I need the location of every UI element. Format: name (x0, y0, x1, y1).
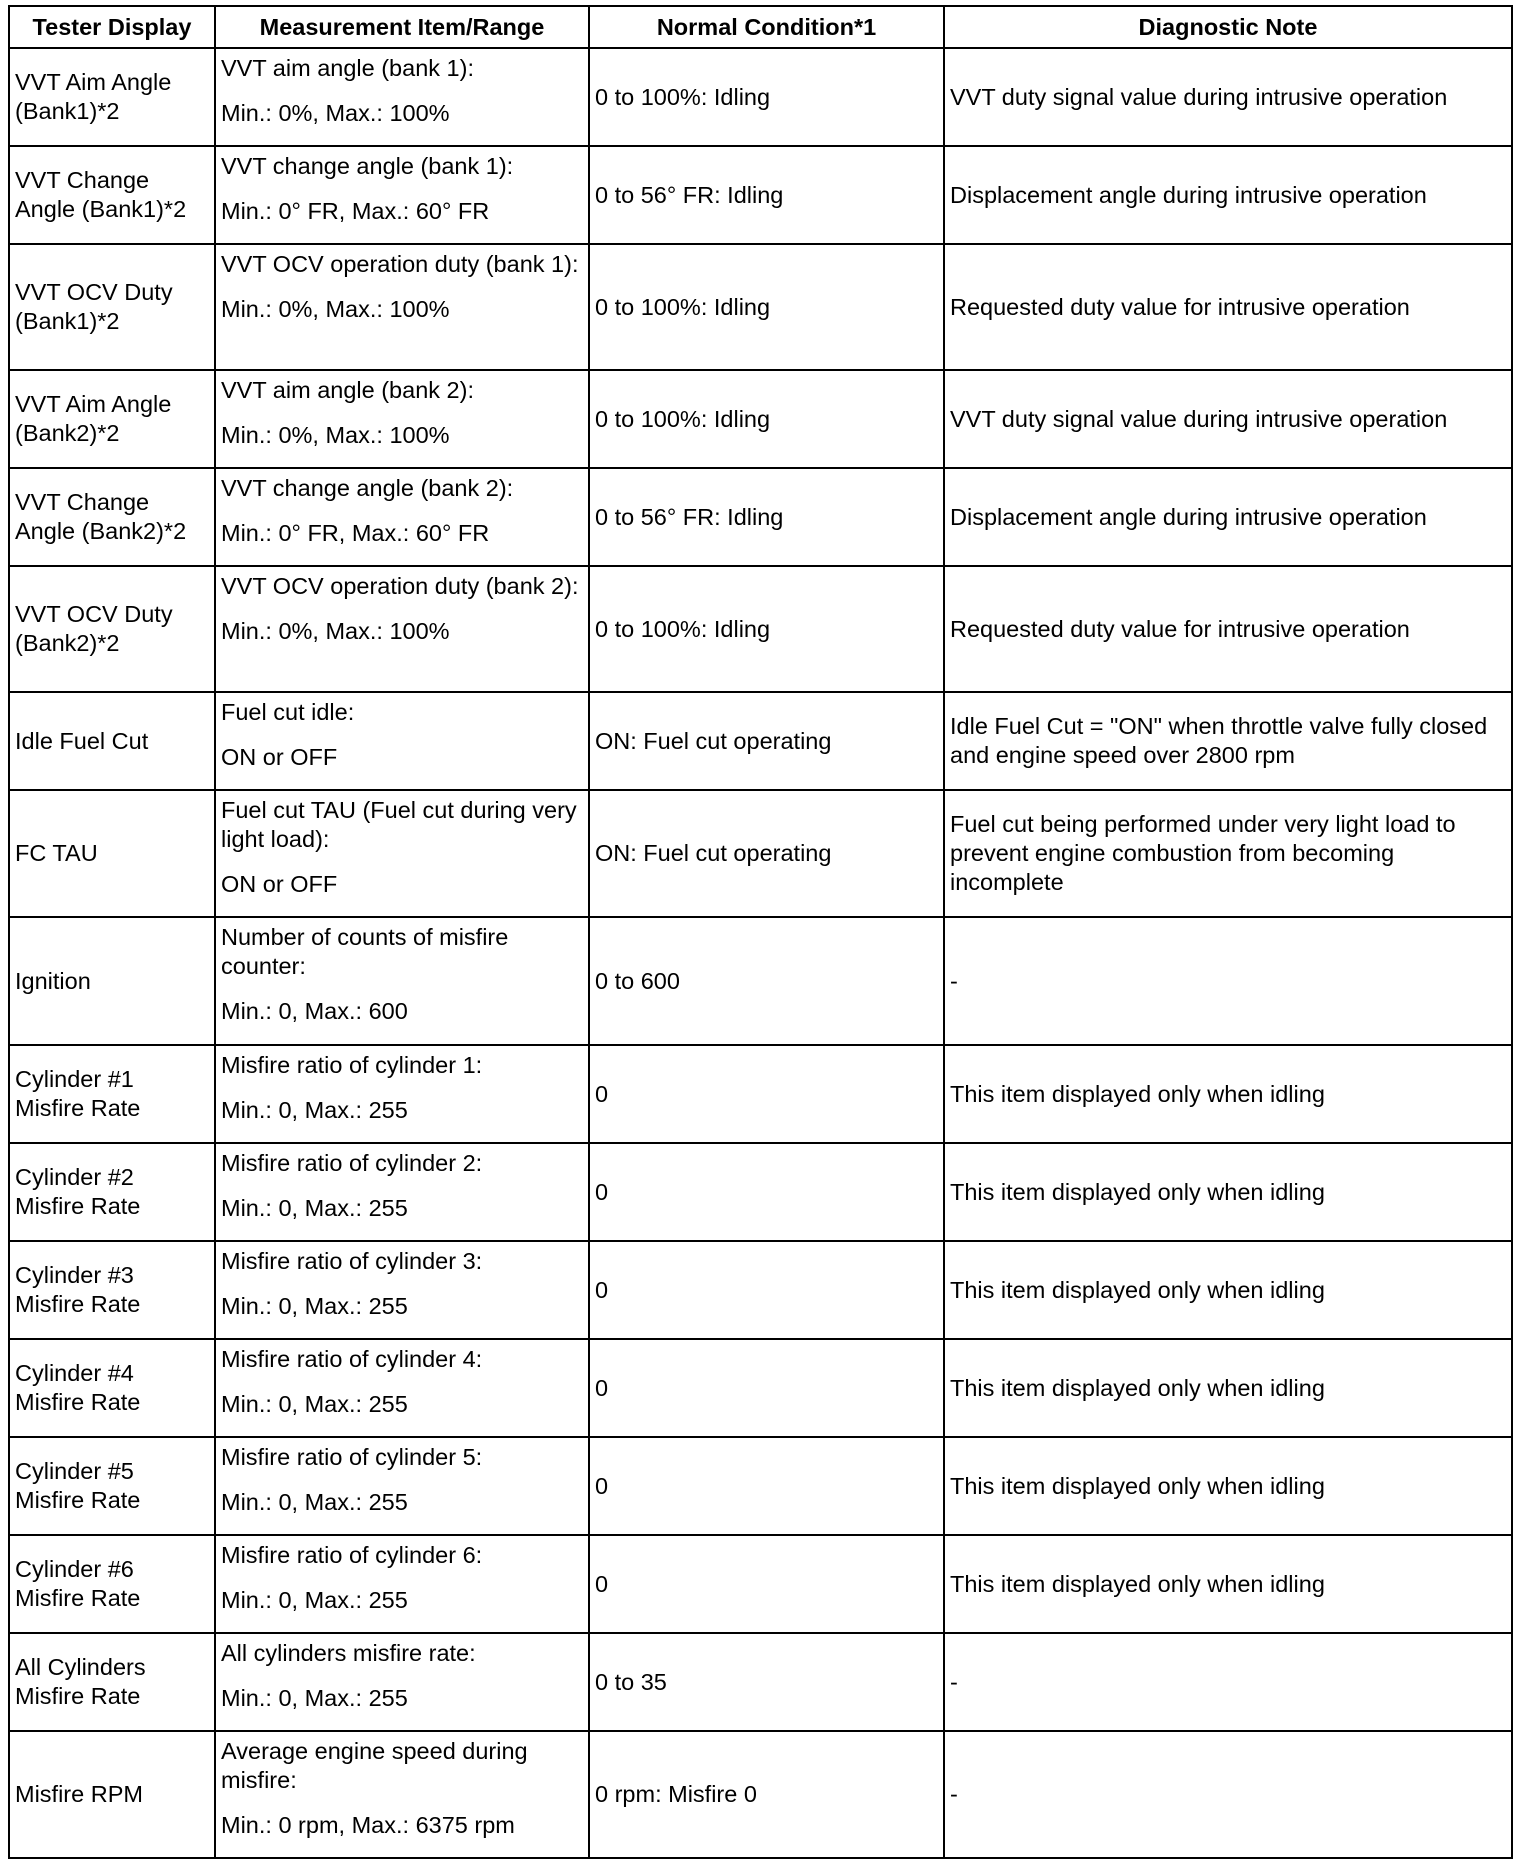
range-limits: Min.: 0%, Max.: 100% (221, 100, 450, 126)
header-tester-display: Tester Display (9, 6, 215, 48)
table-row (9, 468, 1512, 566)
cell-normal-condition: 0 (589, 1339, 944, 1437)
cell-diagnostic-note: VVT duty signal value during intrusive operation (944, 370, 1512, 468)
cell-tester-display: Cylinder #2 Misfire Rate (9, 1143, 215, 1241)
range-description: Misfire ratio of cylinder 1: (221, 1052, 483, 1078)
cell-measurement-range (215, 566, 589, 692)
cell-measurement-range (215, 790, 589, 917)
cell-diagnostic-note: Fuel cut being performed under very light load to prevent engine combustion from becoming incomplete (944, 790, 1512, 917)
range-limits: Min.: 0, Max.: 255 (221, 1391, 408, 1417)
cell-tester-display: VVT Aim Angle (Bank2)*2 (9, 370, 215, 468)
cell-diagnostic-note: - (944, 917, 1512, 1045)
cell-tester-display: Misfire RPM (9, 1731, 215, 1858)
cell-measurement-range (215, 244, 589, 370)
cell-diagnostic-note: This item displayed only when idling (944, 1045, 1512, 1143)
cell-diagnostic-note: Displacement angle during intrusive operation (944, 146, 1512, 244)
cell-tester-display: Cylinder #1 Misfire Rate (9, 1045, 215, 1143)
cell-normal-condition: 0 to 100%: Idling (589, 370, 944, 468)
table-row (9, 1143, 1512, 1241)
range-limits: Min.: 0%, Max.: 100% (221, 422, 450, 448)
cell-diagnostic-note: This item displayed only when idling (944, 1241, 1512, 1339)
cell-measurement-range (215, 1731, 589, 1858)
cell-measurement-range (215, 146, 589, 244)
range-limits: Min.: 0%, Max.: 100% (221, 296, 450, 322)
cell-measurement-range (215, 917, 589, 1045)
range-limits: Min.: 0° FR, Max.: 60° FR (221, 198, 490, 224)
range-description: Number of counts of misfire counter: (221, 924, 509, 979)
table-row (9, 566, 1512, 692)
cell-diagnostic-note: Idle Fuel Cut = "ON" when throttle valve fully closed and engine speed over 2800 rpm (944, 692, 1512, 790)
table-header-row (9, 6, 1512, 48)
cell-tester-display: VVT Aim Angle (Bank1)*2 (9, 48, 215, 146)
range-limits: Min.: 0, Max.: 600 (221, 998, 408, 1024)
cell-diagnostic-note: This item displayed only when idling (944, 1339, 1512, 1437)
cell-tester-display: FC TAU (9, 790, 215, 917)
table-row (9, 244, 1512, 370)
table-row (9, 1241, 1512, 1339)
cell-diagnostic-note: VVT duty signal value during intrusive operation (944, 48, 1512, 146)
cell-diagnostic-note: This item displayed only when idling (944, 1437, 1512, 1535)
range-limits: Min.: 0, Max.: 255 (221, 1489, 408, 1515)
cell-tester-display: VVT Change Angle (Bank2)*2 (9, 468, 215, 566)
range-description: Misfire ratio of cylinder 4: (221, 1346, 483, 1372)
cell-measurement-range (215, 370, 589, 468)
cell-tester-display: All Cylinders Misfire Rate (9, 1633, 215, 1731)
cell-normal-condition: ON: Fuel cut operating (589, 692, 944, 790)
table-row (9, 1339, 1512, 1437)
cell-measurement-range (215, 48, 589, 146)
cell-measurement-range (215, 1241, 589, 1339)
range-description: Misfire ratio of cylinder 2: (221, 1150, 483, 1176)
header-diagnostic-note: Diagnostic Note (944, 6, 1512, 48)
cell-normal-condition: 0 (589, 1437, 944, 1535)
table-row (9, 917, 1512, 1045)
cell-normal-condition: 0 to 56° FR: Idling (589, 146, 944, 244)
range-description: Fuel cut TAU (Fuel cut during very light load): (221, 797, 577, 852)
cell-tester-display: Cylinder #6 Misfire Rate (9, 1535, 215, 1633)
cell-measurement-range (215, 692, 589, 790)
cell-normal-condition: 0 to 100%: Idling (589, 244, 944, 370)
cell-diagnostic-note: Requested duty value for intrusive operation (944, 244, 1512, 370)
table-row (9, 370, 1512, 468)
table-row (9, 790, 1512, 917)
cell-tester-display: Cylinder #3 Misfire Rate (9, 1241, 215, 1339)
cell-measurement-range (215, 1633, 589, 1731)
range-description: Misfire ratio of cylinder 3: (221, 1248, 483, 1274)
table-row (9, 48, 1512, 146)
cell-tester-display: Cylinder #5 Misfire Rate (9, 1437, 215, 1535)
cell-normal-condition: 0 (589, 1143, 944, 1241)
cell-diagnostic-note: - (944, 1731, 1512, 1858)
cell-normal-condition: 0 to 35 (589, 1633, 944, 1731)
cell-diagnostic-note: - (944, 1633, 1512, 1731)
cell-normal-condition: 0 (589, 1241, 944, 1339)
cell-normal-condition: 0 (589, 1535, 944, 1633)
range-limits: Min.: 0, Max.: 255 (221, 1685, 408, 1711)
range-description: VVT change angle (bank 2): (221, 475, 514, 501)
range-limits: ON or OFF (221, 744, 338, 770)
range-limits: Min.: 0, Max.: 255 (221, 1097, 408, 1123)
table-row (9, 146, 1512, 244)
cell-tester-display: Cylinder #4 Misfire Rate (9, 1339, 215, 1437)
range-description: VVT change angle (bank 1): (221, 153, 514, 179)
data-list-table (8, 5, 1513, 1859)
range-limits: Min.: 0° FR, Max.: 60° FR (221, 520, 490, 546)
cell-normal-condition: 0 to 600 (589, 917, 944, 1045)
cell-measurement-range (215, 1143, 589, 1241)
range-description: VVT aim angle (bank 2): (221, 377, 474, 403)
range-limits: Min.: 0 rpm, Max.: 6375 rpm (221, 1812, 515, 1838)
range-limits: Min.: 0%, Max.: 100% (221, 618, 450, 644)
cell-measurement-range (215, 1437, 589, 1535)
cell-tester-display: Idle Fuel Cut (9, 692, 215, 790)
range-description: Average engine speed during misfire: (221, 1738, 528, 1793)
cell-measurement-range (215, 1339, 589, 1437)
cell-tester-display: Ignition (9, 917, 215, 1045)
cell-measurement-range (215, 1045, 589, 1143)
table-row (9, 1045, 1512, 1143)
cell-diagnostic-note: This item displayed only when idling (944, 1143, 1512, 1241)
range-limits: ON or OFF (221, 871, 338, 897)
range-limits: Min.: 0, Max.: 255 (221, 1195, 408, 1221)
range-limits: Min.: 0, Max.: 255 (221, 1293, 408, 1319)
cell-normal-condition: 0 to 56° FR: Idling (589, 468, 944, 566)
range-description: VVT aim angle (bank 1): (221, 55, 474, 81)
range-description: VVT OCV operation duty (bank 1): (221, 251, 579, 277)
cell-tester-display: VVT Change Angle (Bank1)*2 (9, 146, 215, 244)
table-row (9, 1535, 1512, 1633)
range-description: VVT OCV operation duty (bank 2): (221, 573, 579, 599)
header-normal-condition: Normal Condition*1 (589, 6, 944, 48)
cell-measurement-range (215, 468, 589, 566)
cell-normal-condition: 0 to 100%: Idling (589, 48, 944, 146)
table-row (9, 1437, 1512, 1535)
cell-tester-display: VVT OCV Duty (Bank1)*2 (9, 244, 215, 370)
table-row (9, 692, 1512, 790)
range-description: Fuel cut idle: (221, 699, 355, 725)
cell-tester-display: VVT OCV Duty (Bank2)*2 (9, 566, 215, 692)
header-measurement-item: Measurement Item/Range (215, 6, 589, 48)
cell-measurement-range (215, 1535, 589, 1633)
cell-normal-condition: 0 (589, 1045, 944, 1143)
range-description: All cylinders misfire rate: (221, 1640, 476, 1666)
cell-diagnostic-note: This item displayed only when idling (944, 1535, 1512, 1633)
range-limits: Min.: 0, Max.: 255 (221, 1587, 408, 1613)
cell-diagnostic-note: Displacement angle during intrusive operation (944, 468, 1512, 566)
range-description: Misfire ratio of cylinder 6: (221, 1542, 483, 1568)
table-row (9, 1731, 1512, 1858)
cell-normal-condition: 0 to 100%: Idling (589, 566, 944, 692)
cell-diagnostic-note: Requested duty value for intrusive operation (944, 566, 1512, 692)
table-row (9, 1633, 1512, 1731)
cell-normal-condition: 0 rpm: Misfire 0 (589, 1731, 944, 1858)
cell-normal-condition: ON: Fuel cut operating (589, 790, 944, 917)
range-description: Misfire ratio of cylinder 5: (221, 1444, 483, 1470)
